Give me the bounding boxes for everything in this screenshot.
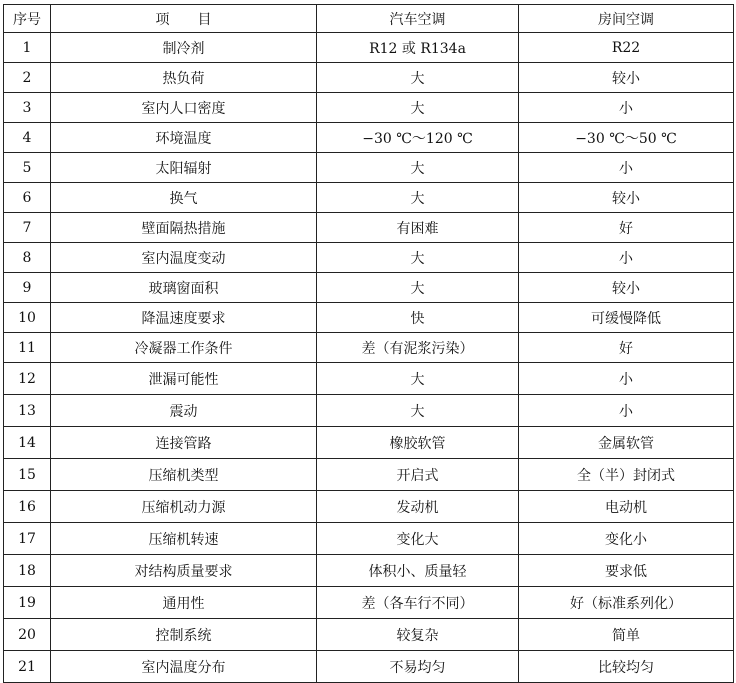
row-room-ac: 好（标准系列化） xyxy=(519,587,734,619)
row-index: 2 xyxy=(4,63,51,93)
row-car-ac: 橡胶软管 xyxy=(317,427,519,459)
table-row xyxy=(4,63,734,93)
row-room-ac: R22 xyxy=(519,33,734,63)
header-item: 项 目 xyxy=(51,5,317,33)
row-car-ac: 不易均匀 xyxy=(317,651,519,683)
table-row xyxy=(4,459,734,491)
table-row xyxy=(4,587,734,619)
row-index: 1 xyxy=(4,33,51,63)
table-body xyxy=(4,33,734,683)
row-car-ac: 快 xyxy=(317,303,519,333)
row-item: 压缩机动力源 xyxy=(51,491,317,523)
row-item: 玻璃窗面积 xyxy=(51,273,317,303)
row-room-ac: 小 xyxy=(519,153,734,183)
row-room-ac: 好 xyxy=(519,213,734,243)
row-index: 15 xyxy=(4,459,51,491)
table-row xyxy=(4,395,734,427)
row-index: 16 xyxy=(4,491,51,523)
row-room-ac: 金属软管 xyxy=(519,427,734,459)
row-item: 换气 xyxy=(51,183,317,213)
row-room-ac: 要求低 xyxy=(519,555,734,587)
table-row xyxy=(4,491,734,523)
row-item: 太阳辐射 xyxy=(51,153,317,183)
row-room-ac: 小 xyxy=(519,93,734,123)
row-room-ac: 全（半）封闭式 xyxy=(519,459,734,491)
row-car-ac: 大 xyxy=(317,93,519,123)
row-item: 室内人口密度 xyxy=(51,93,317,123)
table-row xyxy=(4,123,734,153)
row-index: 9 xyxy=(4,273,51,303)
table-row xyxy=(4,619,734,651)
header-room-ac: 房间空调 xyxy=(519,5,734,33)
row-item: 对结构质量要求 xyxy=(51,555,317,587)
row-index: 5 xyxy=(4,153,51,183)
row-item: 泄漏可能性 xyxy=(51,363,317,395)
table-row xyxy=(4,363,734,395)
row-car-ac: 发动机 xyxy=(317,491,519,523)
row-room-ac: 较小 xyxy=(519,273,734,303)
row-item: 热负荷 xyxy=(51,63,317,93)
row-car-ac: −30 ℃～120 ℃ xyxy=(317,123,519,153)
table-row xyxy=(4,651,734,683)
row-index: 6 xyxy=(4,183,51,213)
row-item: 室内温度分布 xyxy=(51,651,317,683)
table-row xyxy=(4,303,734,333)
row-car-ac: 有困难 xyxy=(317,213,519,243)
row-item: 降温速度要求 xyxy=(51,303,317,333)
row-car-ac: 大 xyxy=(317,153,519,183)
row-item: 环境温度 xyxy=(51,123,317,153)
row-index: 11 xyxy=(4,333,51,363)
row-car-ac: 差（有泥浆污染） xyxy=(317,333,519,363)
table-row xyxy=(4,33,734,63)
row-room-ac: −30 ℃～50 ℃ xyxy=(519,123,734,153)
row-index: 18 xyxy=(4,555,51,587)
row-room-ac: 小 xyxy=(519,243,734,273)
row-car-ac: 大 xyxy=(317,63,519,93)
row-index: 20 xyxy=(4,619,51,651)
row-car-ac: 较复杂 xyxy=(317,619,519,651)
row-index: 7 xyxy=(4,213,51,243)
row-room-ac: 可缓慢降低 xyxy=(519,303,734,333)
row-car-ac: 大 xyxy=(317,243,519,273)
table-row xyxy=(4,93,734,123)
row-item: 制冷剂 xyxy=(51,33,317,63)
row-room-ac: 变化小 xyxy=(519,523,734,555)
row-car-ac: 大 xyxy=(317,363,519,395)
row-item: 冷凝器工作条件 xyxy=(51,333,317,363)
row-item: 连接管路 xyxy=(51,427,317,459)
row-car-ac: 大 xyxy=(317,273,519,303)
row-room-ac: 电动机 xyxy=(519,491,734,523)
row-car-ac: 体积小、质量轻 xyxy=(317,555,519,587)
row-index: 12 xyxy=(4,363,51,395)
table-row xyxy=(4,243,734,273)
row-index: 21 xyxy=(4,651,51,683)
table-row xyxy=(4,555,734,587)
table-row xyxy=(4,427,734,459)
row-car-ac: 大 xyxy=(317,183,519,213)
row-room-ac: 比较均匀 xyxy=(519,651,734,683)
row-item: 控制系统 xyxy=(51,619,317,651)
header-index: 序号 xyxy=(4,5,51,33)
row-item: 压缩机类型 xyxy=(51,459,317,491)
row-room-ac: 好 xyxy=(519,333,734,363)
comparison-table xyxy=(3,4,734,683)
row-index: 13 xyxy=(4,395,51,427)
row-item: 通用性 xyxy=(51,587,317,619)
row-car-ac: 变化大 xyxy=(317,523,519,555)
table-row xyxy=(4,213,734,243)
row-item: 壁面隔热措施 xyxy=(51,213,317,243)
table-row xyxy=(4,183,734,213)
row-car-ac: R12 或 R134a xyxy=(317,33,519,63)
row-room-ac: 较小 xyxy=(519,63,734,93)
row-index: 8 xyxy=(4,243,51,273)
row-item: 震动 xyxy=(51,395,317,427)
row-room-ac: 较小 xyxy=(519,183,734,213)
header-car-ac: 汽车空调 xyxy=(317,5,519,33)
row-index: 3 xyxy=(4,93,51,123)
row-index: 14 xyxy=(4,427,51,459)
row-room-ac: 简单 xyxy=(519,619,734,651)
row-index: 19 xyxy=(4,587,51,619)
header-row xyxy=(4,5,734,33)
table-row xyxy=(4,273,734,303)
table-row xyxy=(4,523,734,555)
row-room-ac: 小 xyxy=(519,395,734,427)
row-room-ac: 小 xyxy=(519,363,734,395)
table-row xyxy=(4,153,734,183)
row-car-ac: 差（各车行不同） xyxy=(317,587,519,619)
row-item: 室内温度变动 xyxy=(51,243,317,273)
row-car-ac: 开启式 xyxy=(317,459,519,491)
row-index: 17 xyxy=(4,523,51,555)
row-car-ac: 大 xyxy=(317,395,519,427)
row-index: 10 xyxy=(4,303,51,333)
row-item: 压缩机转速 xyxy=(51,523,317,555)
table-row xyxy=(4,333,734,363)
row-index: 4 xyxy=(4,123,51,153)
